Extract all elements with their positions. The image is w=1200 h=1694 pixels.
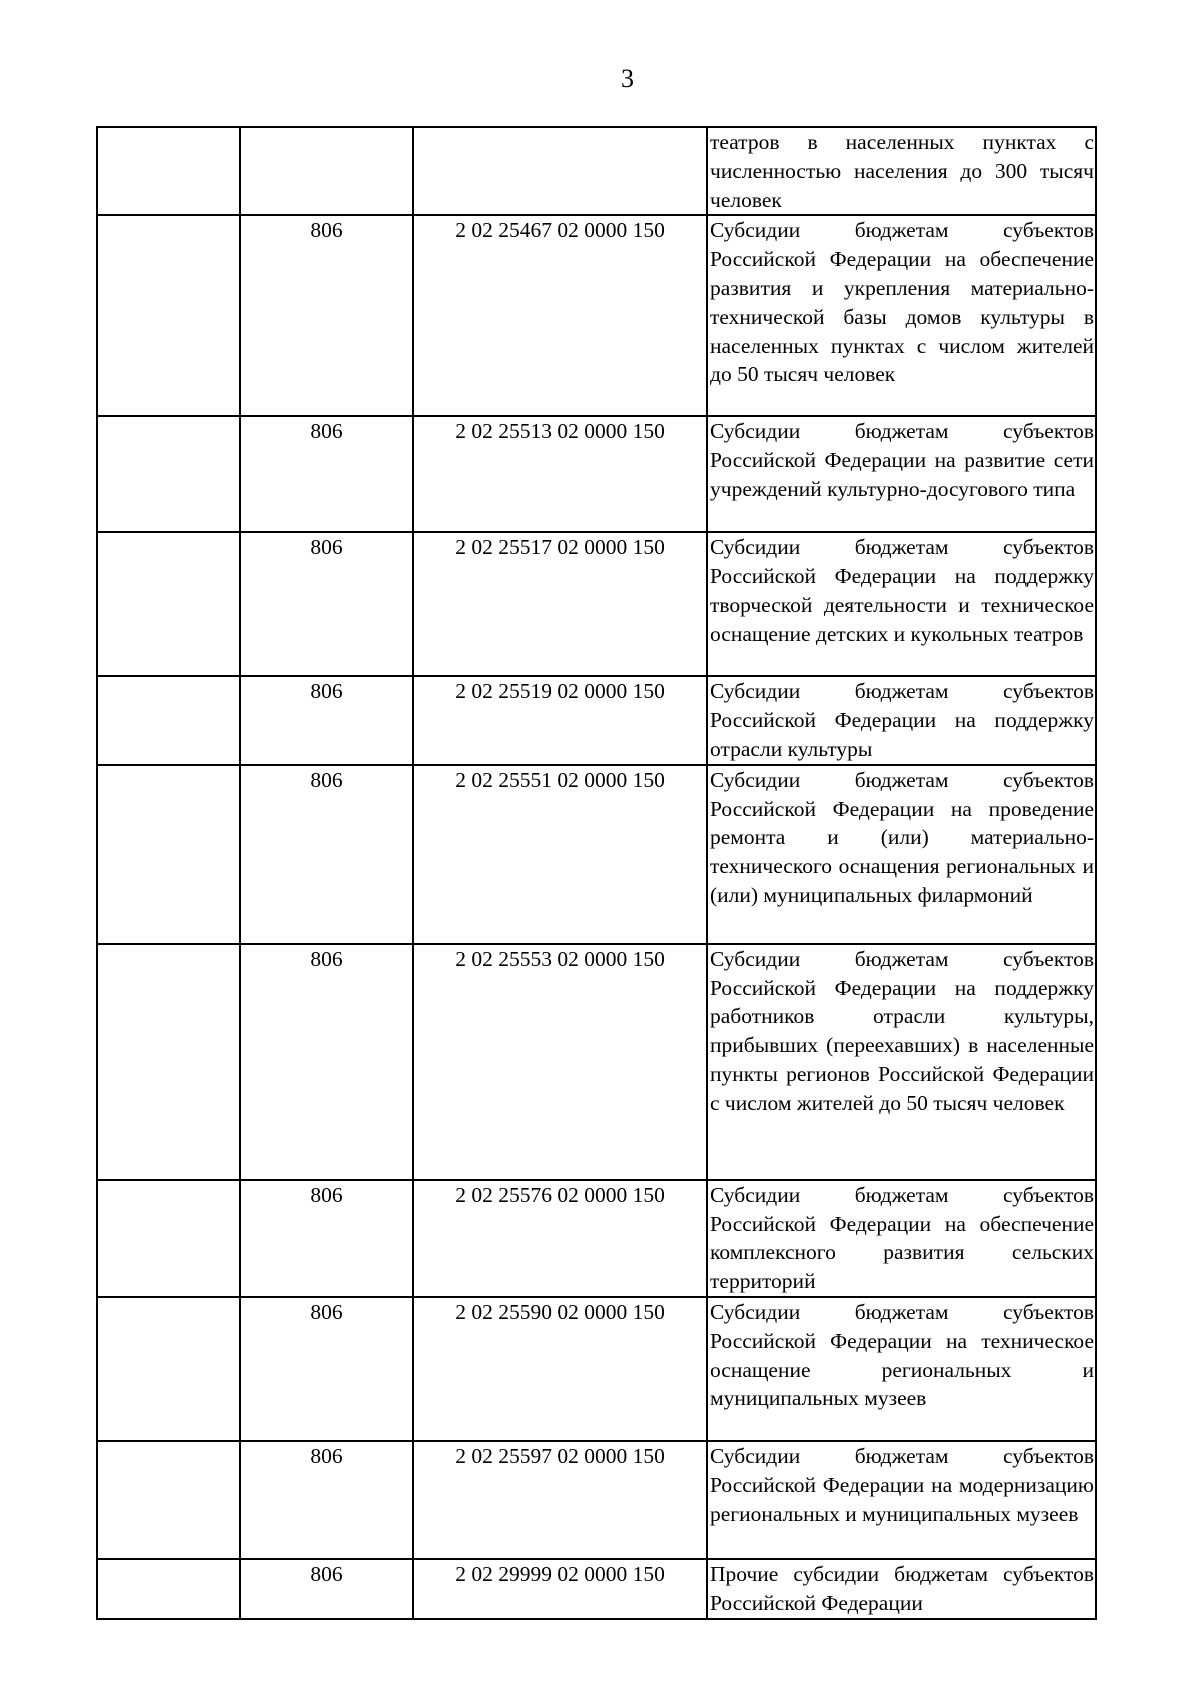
admin-code-cell: 806: [240, 1441, 413, 1559]
empty-cell: [97, 765, 240, 944]
description-cell: Прочие субсидии бюджетам субъектов Российской Федерации: [707, 1559, 1096, 1619]
empty-cell: [97, 1441, 240, 1559]
empty-cell: [97, 1559, 240, 1619]
empty-cell: [97, 1297, 240, 1441]
empty-cell: [97, 944, 240, 1180]
admin-code-cell: 806: [240, 765, 413, 944]
page-number: 3: [621, 64, 634, 93]
table-row: [97, 765, 1096, 944]
description-cell: Субсидии бюджетам субъектов Российской Федерации на поддержку творческой деятельности и техническое оснащение детских и кукольных театров: [707, 532, 1096, 676]
admin-code-cell: 806: [240, 215, 413, 416]
admin-code-cell: 806: [240, 1297, 413, 1441]
budget-code-cell: 2 02 25467 02 0000 150: [413, 215, 707, 416]
description-cell: Субсидии бюджетам субъектов Российской Федерации на развитие сети учреждений культурно-досугового типа: [707, 416, 1096, 532]
empty-cell: [97, 127, 240, 215]
description-cell: Субсидии бюджетам субъектов Российской Федерации на поддержку работников отрасли культуры, прибывших (переехавших) в населенные пункты регионов Российской Федерации с числом жителей до 50 тысяч человек: [707, 944, 1096, 1180]
budget-code-cell: 2 02 25553 02 0000 150: [413, 944, 707, 1180]
description-cell: Субсидии бюджетам субъектов Российской Федерации на модернизацию региональных и муниципальных музеев: [707, 1441, 1096, 1559]
budget-code-cell: [413, 127, 707, 215]
table-row: [97, 1297, 1096, 1441]
table-row: [97, 127, 1096, 215]
table-row: [97, 532, 1096, 676]
budget-code-cell: 2 02 25590 02 0000 150: [413, 1297, 707, 1441]
admin-code-cell: 806: [240, 1559, 413, 1619]
budget-code-cell: 2 02 25551 02 0000 150: [413, 765, 707, 944]
empty-cell: [97, 532, 240, 676]
table-row: [97, 944, 1096, 1180]
empty-cell: [97, 215, 240, 416]
empty-cell: [97, 416, 240, 532]
empty-cell: [97, 1180, 240, 1297]
budget-code-cell: 2 02 25597 02 0000 150: [413, 1441, 707, 1559]
table-row: [97, 215, 1096, 416]
admin-code-cell: 806: [240, 1180, 413, 1297]
empty-cell: [97, 676, 240, 764]
admin-code-cell: 806: [240, 944, 413, 1180]
budget-code-cell: 2 02 25517 02 0000 150: [413, 532, 707, 676]
table-row: [97, 1441, 1096, 1559]
description-cell: Субсидии бюджетам субъектов Российской Федерации на техническое оснащение региональных и муниципальных музеев: [707, 1297, 1096, 1441]
description-cell: театров в населенных пунктах с численностью населения до 300 тысяч человек: [707, 127, 1096, 215]
budget-codes-table: [96, 126, 1097, 1620]
table-row: [97, 1180, 1096, 1297]
admin-code-cell: 806: [240, 416, 413, 532]
description-cell: Субсидии бюджетам субъектов Российской Федерации на обеспечение комплексного развития сельских территорий: [707, 1180, 1096, 1297]
admin-code-cell: [240, 127, 413, 215]
description-cell: Субсидии бюджетам субъектов Российской Федерации на проведение ремонта и (или) материально-технического оснащения региональных и (или) муниципальных филармоний: [707, 765, 1096, 944]
table-row: [97, 676, 1096, 764]
table-row: [97, 1559, 1096, 1619]
budget-code-cell: 2 02 25519 02 0000 150: [413, 676, 707, 764]
admin-code-cell: 806: [240, 676, 413, 764]
table-row: [97, 416, 1096, 532]
budget-code-cell: 2 02 25576 02 0000 150: [413, 1180, 707, 1297]
description-cell: Субсидии бюджетам субъектов Российской Федерации на обеспечение развития и укрепления материально-технической базы домов культуры в населенных пунктах с числом жителей до 50 тысяч человек: [707, 215, 1096, 416]
description-cell: Субсидии бюджетам субъектов Российской Федерации на поддержку отрасли культуры: [707, 676, 1096, 764]
budget-code-cell: 2 02 25513 02 0000 150: [413, 416, 707, 532]
budget-code-cell: 2 02 29999 02 0000 150: [413, 1559, 707, 1619]
admin-code-cell: 806: [240, 532, 413, 676]
